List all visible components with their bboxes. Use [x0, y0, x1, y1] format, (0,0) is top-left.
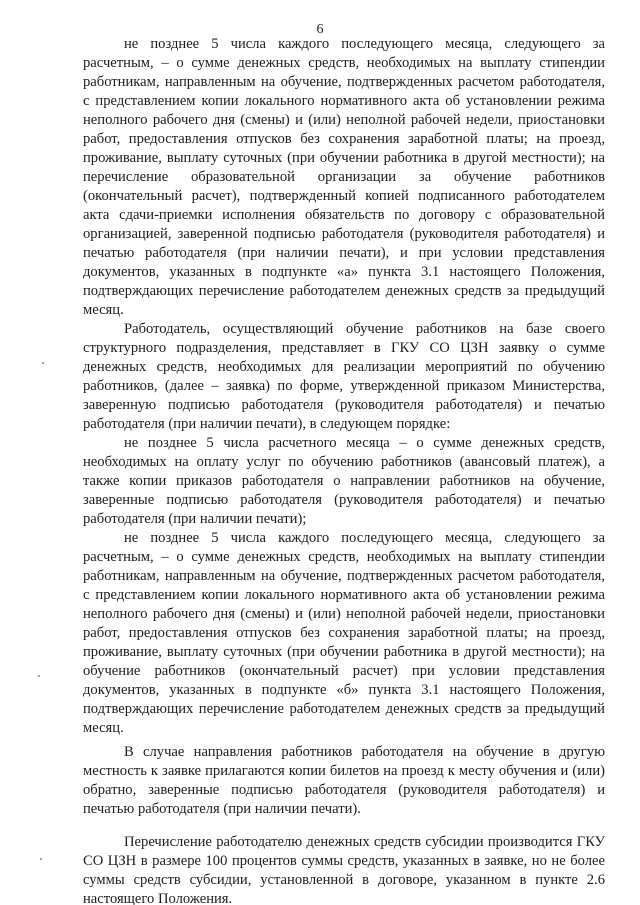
paragraph-3: не позднее 5 числа расчетного месяца – о сумме денежных средств, необходимых на оплату услуг по обучению работников (авансовый платеж), а также копии приказов работодателя о направлении работников на обучение, заверенные подписью работодателя (руководителя работодателя) и печатью работодателя (при наличии печати); — [83, 435, 605, 527]
paragraph-4: не позднее 5 числа каждого последующего месяца, следующего за расчетным, – о сумме денежных средств, необходимых на выплату стипендии работникам, направленным на обучение, подтвержденных расчетом работодателя, с представлением копии локального нормативного акта об установлении режима неполного рабочего дня (смены) и (или) неполной рабочей недели, приостановки работ, предоставления отпусков без сохранения заработной платы; на проезд, проживание, выплату суточных (при обучении работника в другой местности); на обучение работников (окончательный расчет) при условии представления документов, указанных в подпункте «б» пункта 3.1 настоящего Положения, подтверждающих перечисление работодателем денежных средств за предыдущий месяц. — [83, 530, 605, 736]
body-text — [83, 35, 605, 905]
page-number: 6 — [316, 22, 324, 37]
scan-speck — [42, 362, 44, 364]
scan-speck — [38, 675, 40, 677]
scan-speck — [40, 858, 42, 860]
paragraph-2: Работодатель, осуществляющий обучение работников на базе своего структурного подразделения, представляет в ГКУ СО ЦЗН заявку о сумме денежных средств, необходимых для реализации мероприятий по обучению работников, (далее – заявка) по форме, утвержденной приказом Министерства, заверенную подписью работодателя (руководителя работодателя) и печатью работодателя (при наличии печати), в следующем порядке: — [83, 321, 605, 432]
paragraph-1: не позднее 5 числа каждого последующего месяца, следующего за расчетным, – о сумме денежных средств, необходимых на выплату стипендии работникам, направленным на обучение, подтвержденных расчетом работодателя, с представлением копии локального нормативного акта об установлении режима неполного рабочего дня (смены) и (или) неполной рабочей недели, приостановки работ, предоставления отпусков без сохранения заработной платы; на проезд, проживание, выплату суточных (при обучении работника в другой местности); на перечисление образовательной организации за обучение работников (окончательный расчет), подтвержденный копией подписанного работодателем акта сдачи-приемки исполнения обязательств по договору с образовательной организацией, заверенной подписью работодателя (руководителя работодателя) и печатью работодателя (при наличии печати), и при условии представления документов, указанных в подпункте «а» пункта 3.1 настоящего Положения, подтверждающих перечисление работодателем денежных средств за предыдущий месяц. — [83, 36, 605, 318]
paragraph-6: Перечисление работодателю денежных средств субсидии производится ГКУ СО ЦЗН в размере 100 процентов суммы средств, указанных в заявке, но не более суммы средств субсидии, установленной в договоре, указанном в пункте 2.6 настоящего Положения. — [83, 834, 605, 905]
paragraph-5: В случае направления работников работодателя на обучение в другую местность к заявке прилагаются копии билетов на проезд к месту обучения и (или) обратно, заверенные подписью работодателя (руководителя работодателя) и печатью работодателя (при наличии печати). — [83, 744, 605, 817]
